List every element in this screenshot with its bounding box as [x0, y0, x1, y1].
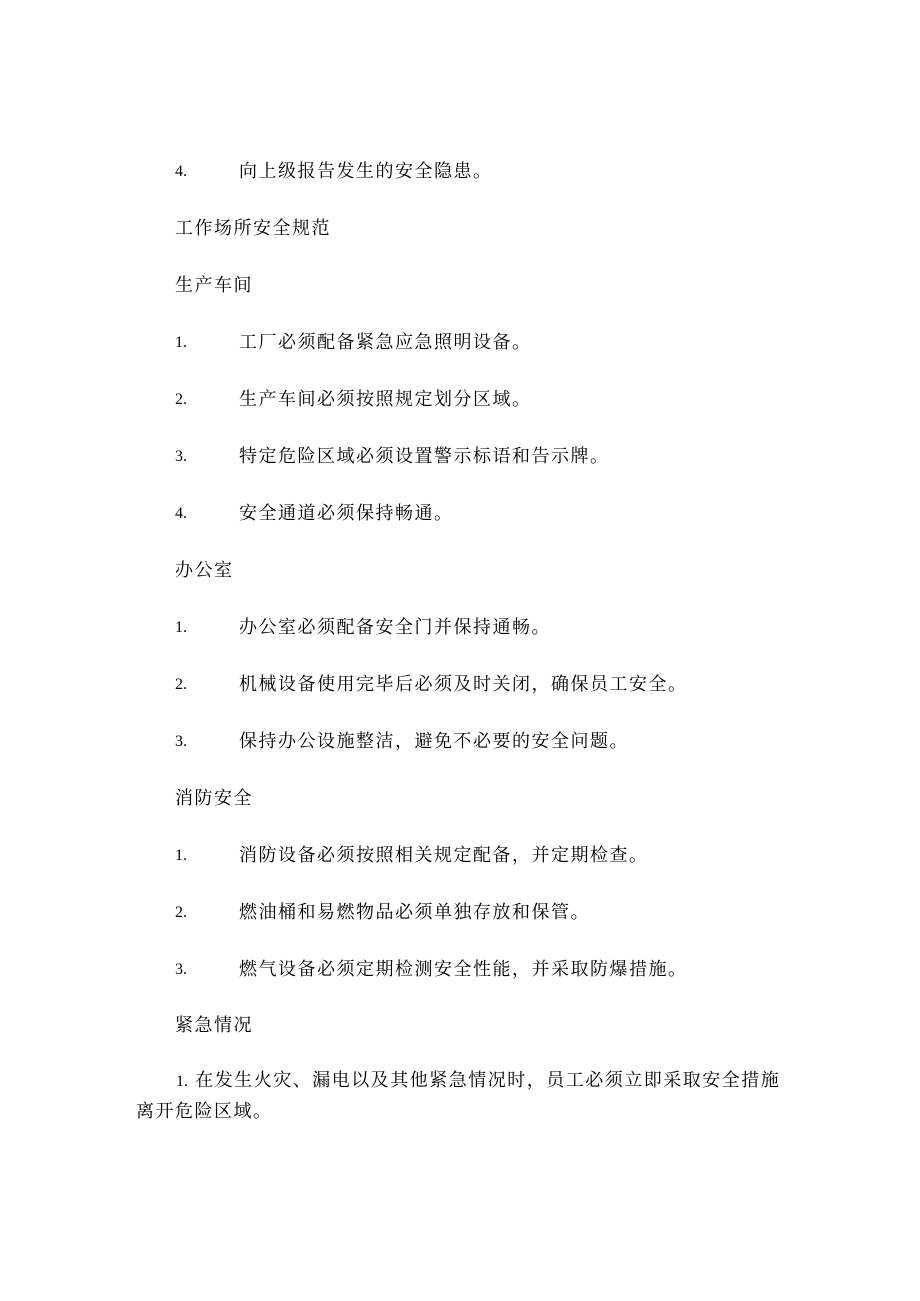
list-item [0, 613, 920, 643]
list-text: 办公室必须配备安全门并保持通畅。 [239, 617, 551, 638]
paragraph-text: 在发生火灾、漏电以及其他紧急情况时，员工必须立即采取安全措施离开危险区域。 [136, 1070, 781, 1122]
list-number: 2. [175, 391, 187, 408]
list-number: 2. [175, 904, 187, 921]
list-text: 保持办公设施整洁，避免不必要的安全问题。 [239, 731, 629, 752]
list-text: 消防设备必须按照相关规定配备，并定期检查。 [239, 845, 649, 866]
subsection-title: 紧急情况 [175, 1015, 253, 1036]
list-number: 2. [175, 676, 187, 693]
list-item [0, 499, 920, 529]
list-text: 燃气设备必须定期检测安全性能，并采取防爆措施。 [239, 959, 688, 980]
list-item [0, 670, 920, 700]
list-item [0, 385, 920, 415]
list-item [0, 955, 920, 985]
list-text: 向上级报告发生的安全隐患。 [239, 161, 493, 182]
list-text: 特定危险区域必须设置警示标语和告示牌。 [239, 446, 610, 467]
subsection-heading-office [0, 556, 920, 586]
list-number: 3. [175, 961, 187, 978]
subsection-title: 消防安全 [175, 788, 253, 809]
list-number: 3. [175, 733, 187, 750]
list-text: 安全通道必须保持畅通。 [239, 503, 454, 524]
list-number: 4. [175, 163, 187, 180]
list-text: 燃油桶和易燃物品必须单独存放和保管。 [239, 902, 590, 923]
list-text: 工厂必须配备紧急应急照明设备。 [239, 332, 532, 353]
list-number: 3. [175, 448, 187, 465]
paragraph-number: 1. [176, 1073, 188, 1090]
list-text: 生产车间必须按照规定划分区域。 [239, 389, 532, 410]
list-number: 1. [175, 619, 187, 636]
subsection-title: 办公室 [175, 560, 234, 581]
subsection-heading-fire [0, 784, 920, 814]
list-item [0, 898, 920, 928]
list-text: 机械设备使用完毕后必须及时关闭，确保员工安全。 [239, 674, 688, 695]
subsection-heading-workshop [0, 271, 920, 301]
list-number: 1. [175, 334, 187, 351]
list-item [0, 841, 920, 871]
subsection-heading-emergency [0, 1011, 920, 1041]
list-item [0, 442, 920, 472]
list-item [0, 157, 920, 187]
list-item [0, 727, 920, 757]
emergency-paragraph [136, 1066, 796, 1127]
subsection-title: 生产车间 [175, 275, 253, 296]
list-number: 1. [175, 847, 187, 864]
list-item [0, 328, 920, 358]
section-heading [0, 214, 920, 244]
list-number: 4. [175, 505, 187, 522]
section-title: 工作场所安全规范 [175, 218, 331, 239]
